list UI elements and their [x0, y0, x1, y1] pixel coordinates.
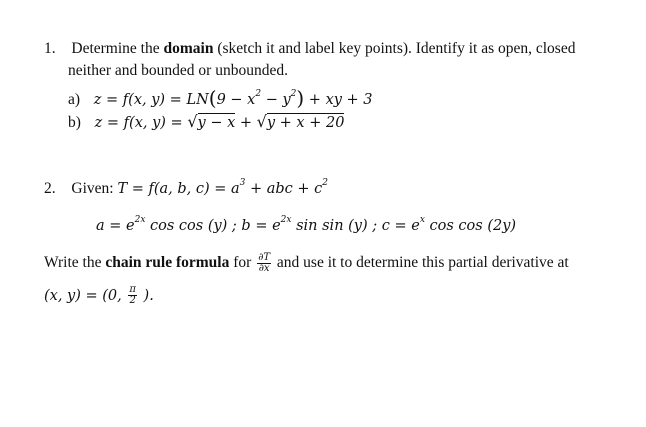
q2-T-part2: + abc + c	[245, 181, 323, 197]
q1b-plus: +	[235, 115, 257, 131]
q2-a-def-part2: cos cos (y) ; b = e	[145, 218, 281, 234]
q1a-expr-part2: 9 − x	[216, 92, 256, 108]
q1-number: 1.	[44, 40, 56, 57]
q1-domain-bold: domain	[163, 40, 214, 57]
q1a-label: a)	[68, 91, 81, 108]
q1a-close-paren: )	[296, 86, 305, 110]
q2-pi-denominator: 2	[129, 295, 136, 306]
q1a-exponent-y: 2	[290, 89, 297, 99]
q1a-expr-part1: z = f(x, y) = LN	[93, 92, 209, 108]
sqrt-icon: √	[187, 112, 198, 131]
q1-line-1	[44, 40, 575, 58]
q1b-radicand-1: y − x	[197, 115, 236, 131]
q2-definitions-line	[96, 217, 516, 237]
q2-c-def-exp: x	[419, 215, 425, 225]
q2-frac-denominator: ∂x	[258, 263, 270, 274]
q2-point-part2: ).	[138, 287, 154, 304]
q1-text-b: (sketch it and label key points). Identify it as open, closed	[213, 40, 576, 57]
q2-T-part1: T = f(a, b, c) = a	[117, 181, 240, 197]
q2-write-part1: Write the	[44, 254, 106, 272]
q1-text-a: Determine the	[71, 40, 164, 57]
q2-pi-fraction	[128, 285, 137, 306]
q1b-line	[68, 113, 344, 132]
q1a-open-paren: (	[208, 86, 217, 110]
q2-point-part1: (x, y) = (0,	[44, 287, 127, 304]
q2-point	[44, 284, 154, 306]
q1a-expr-part4: + xy + 3	[304, 92, 373, 108]
q2-write-part2: for	[229, 254, 256, 272]
q2-T-exp-c: 2	[322, 178, 329, 188]
q1-text-2: neither and bounded or unbounded.	[68, 62, 288, 79]
q2-write-part3: and use it to determine this partial derivative at	[273, 254, 569, 272]
q2-a-def-part1: a = e	[96, 218, 135, 234]
q2-given-label: Given:	[71, 180, 118, 197]
q1b-expression	[94, 112, 345, 131]
q1-line-2	[68, 62, 288, 80]
q1b-label: b)	[68, 114, 81, 131]
q2-number: 2.	[44, 180, 56, 197]
q2-definitions	[96, 215, 517, 234]
q2-frac-numerator: ∂T	[258, 252, 271, 263]
q2-partial-fraction	[257, 253, 271, 274]
q2-T-exp-a: 3	[239, 178, 246, 188]
q2-write-line	[44, 253, 569, 274]
q2-T-expression	[117, 178, 329, 197]
q1a-expr-part3: − y	[261, 92, 291, 108]
sqrt-icon: √	[256, 112, 267, 131]
q2-point-line	[44, 285, 154, 306]
q1b-expr-part1: z = f(x, y) =	[94, 115, 188, 131]
q1a-line	[68, 88, 373, 111]
q2-c-def-part2: cos cos (2y)	[424, 218, 517, 234]
q2-b-def-part2: sin sin (y) ; c = e	[291, 218, 420, 234]
q2-chain-rule-bold: chain rule formula	[105, 254, 230, 272]
q1a-exponent-x: 2	[255, 89, 262, 99]
q2-pi-numerator: π	[129, 284, 136, 295]
q2-line-1	[44, 180, 328, 200]
q2-b-def-exp: 2x	[280, 215, 292, 225]
q2-a-def-exp: 2x	[134, 215, 146, 225]
q1b-radicand-2: y + x + 20	[266, 115, 345, 131]
q1a-expression	[93, 86, 373, 110]
